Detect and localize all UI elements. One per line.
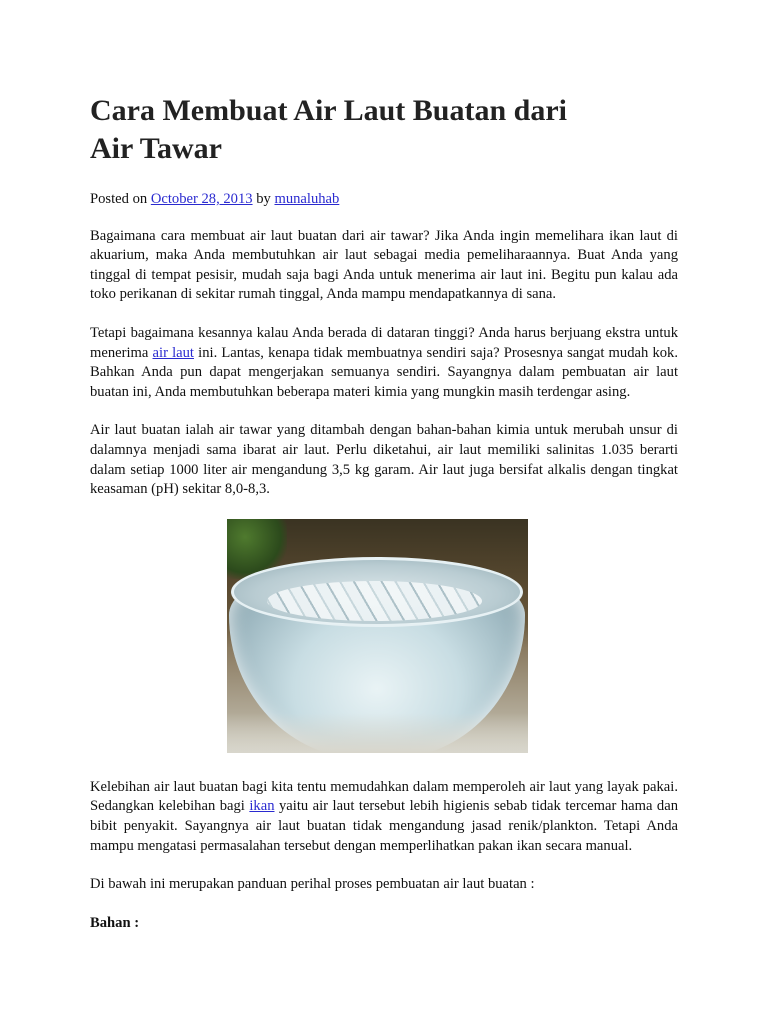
posted-on-label: Posted on: [90, 191, 148, 207]
ikan-link[interactable]: ikan: [249, 798, 275, 815]
section-heading-bahan: [90, 914, 678, 934]
paragraph-definition: Air laut buatan ialah air tawar yang ditambah dengan bahan-bahan kimia untuk merubah unsur di dalamnya menjadi sama ibarat air laut. Perlu diketahui, air laut memiliki salinitas 1.035 berarti dalam setiap 1000 liter air mengandung 3,5 kg garam. Air laut juga bersifat alkalis dengan tingkat keasaman (pH) sekitar 8,0-8,3.: [90, 422, 678, 498]
bowl-of-salt-water-image: [227, 519, 528, 753]
text: ini. Lantas, kenapa tidak membuatnya sendiri saja? Prosesnya sangat mudah kok. Bahkan Anda pun dapat mengerjakan semuanya sendiri. Sayangnya dalam pembuatan air laut buatan ini, Anda membutuhkan beberapa materi kimia yang mungkin masih terdengar asing.: [90, 344, 678, 400]
text: yaitu air laut tersebut lebih higienis sebab tidak tercemar hama dan bibit penyakit. Sayangnya air laut buatan tidak mengandung jasad renik/plankton. Tetapi Anda mampu mengatasi permasalahan tersebut dengan memperlihatkan pakan ikan secara manual.: [90, 798, 679, 854]
air-laut-link[interactable]: air laut: [152, 344, 194, 361]
paragraph-intro: Bagaimana cara membuat air laut buatan dari air tawar? Jika Anda ingin memelihara ikan laut di akuarium, maka Anda membutuhkan air laut sebagai media pemeliharaannya. Buat Anda yang tinggal di tempat pesisir, mudah saja bagi Anda untuk menerima air laut ini. Begitu pun kalau ada toko perikanan di sekitar rumah tinggal, Anda mampu mendapatkannya di sana.: [90, 227, 678, 303]
table-surface: [227, 713, 528, 753]
text: Tetapi bagaimana kesannya kalau Anda berada di dataran tinggi? Anda harus berjuang ekstra untuk menerima: [90, 324, 678, 361]
bahan-label: Bahan :: [90, 914, 140, 931]
article-title: Cara Membuat Air Laut Buatan dari Air Tawar: [90, 94, 567, 165]
post-meta: [90, 190, 678, 210]
text: Kelebihan air laut buatan bagi kita tentu memudahkan dalam memperoleh air laut yang layak pakai. Sedangkan kelebihan bagi: [90, 778, 678, 815]
paragraph-advantages: [90, 778, 678, 856]
paragraph-guide-intro: Di bawah ini merupakan panduan perihal proses pembuatan air laut buatan :: [90, 876, 535, 893]
paragraph-highland: [90, 324, 678, 402]
article: [90, 92, 678, 952]
salt-pieces: [267, 581, 482, 621]
post-date-link[interactable]: October 28, 2013: [150, 191, 253, 207]
by-label: by: [256, 191, 271, 207]
author-link[interactable]: munaluhab: [274, 191, 340, 207]
